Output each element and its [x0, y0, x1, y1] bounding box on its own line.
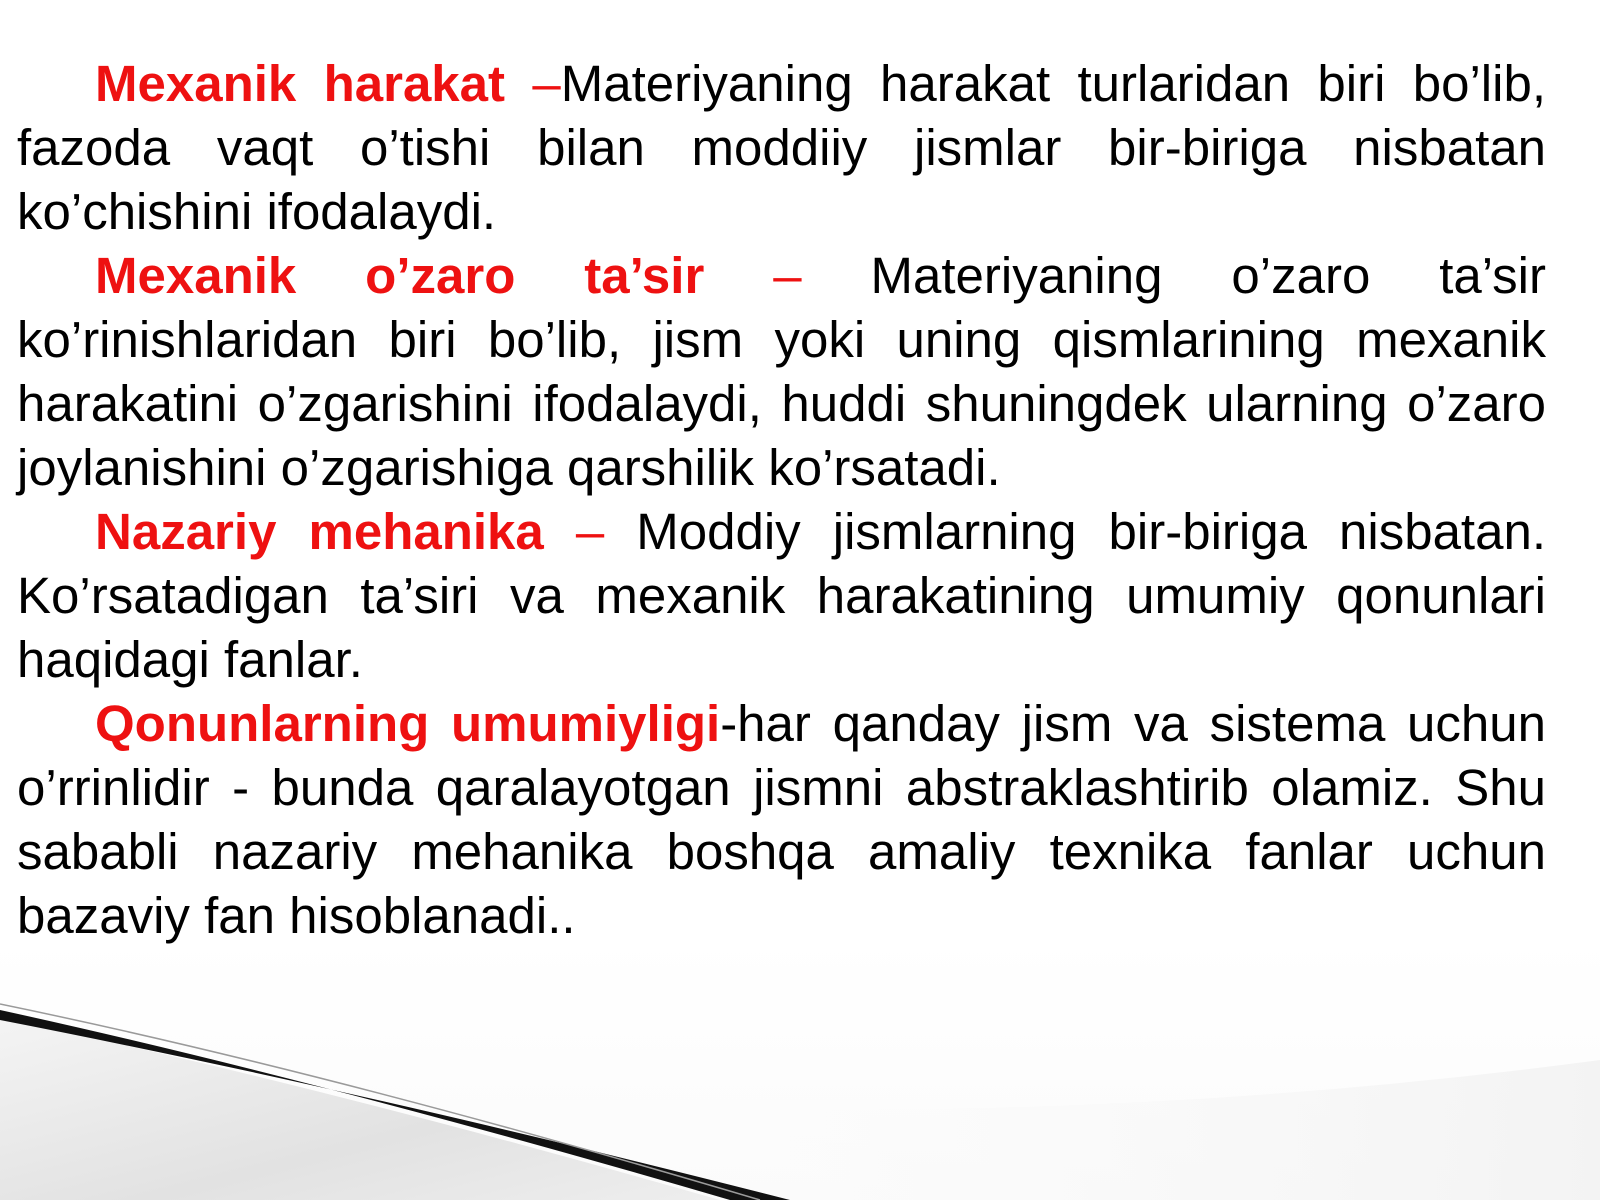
definition-qonunlarning-umumiyligi [17, 692, 1546, 948]
definition-text: Moddiy jismlarning bir-biriga nisbatan. Ko’rsatadigan ta’siri va mexanik harakatining umumiy qonunlari haqidagi fanlar. [17, 503, 1546, 688]
term-highlight: Qonunlarning umumiyligi [95, 695, 721, 752]
term-dash: – [575, 503, 605, 560]
term-highlight: Nazariy mehanika [95, 503, 576, 560]
definition-text: -har qanday jism va sistema uchun o’rrinlidir - bunda qaralayotgan jismni abstraklashtirib olamiz. Shu sababli nazariy mehanika boshqa amaliy texnika fanlar uchun bazaviy fan hisoblanadi.. [17, 695, 1546, 944]
definition-mexanik-ozaro-tasir [17, 244, 1546, 500]
term-highlight: Mexanik o’zaro ta’sir [95, 247, 774, 304]
definitions-text-block [17, 52, 1546, 948]
definition-text: Materiyaning o’zaro ta’sir ko’rinishlaridan biri bo’lib, jism yoki uning qismlarining mexanik harakatini o’zgarishini ifodalaydi, huddi shuningdek ularning o’zaro joylanishini o’zgarishiga qarshilik ko’rsatadi. [17, 247, 1546, 496]
term-dash: – [532, 55, 561, 112]
definition-text: Materiyaning harakat turlaridan biri bo’lib, fazoda vaqt o’tishi bilan moddiiy jismlar bir-biriga nisbatan ko’chishini ifodalaydi. [17, 55, 1546, 240]
definition-mexanik-harakat [17, 52, 1546, 244]
term-dash: – [773, 247, 802, 304]
term-highlight: Mexanik harakat [95, 55, 533, 112]
definition-nazariy-mehanika [17, 500, 1546, 692]
